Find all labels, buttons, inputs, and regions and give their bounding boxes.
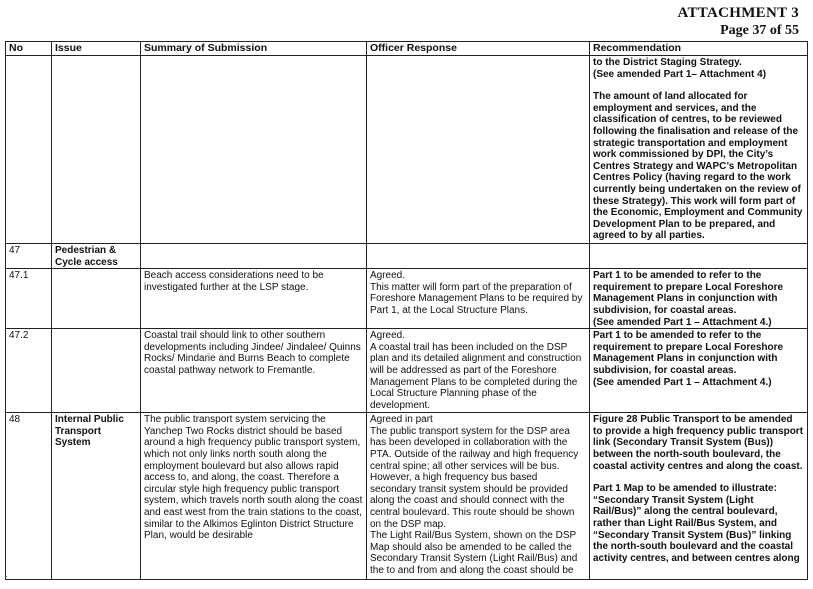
attachment-label: ATTACHMENT 3 [677, 5, 799, 21]
row-issue: Pedestrian & Cycle access [52, 244, 141, 269]
recommendation-ref: (See amended Part 1 – Attachment 4.) [593, 316, 772, 328]
row-officer [367, 269, 590, 329]
row-issue: Internal Public Transport System [52, 413, 141, 580]
table-row [6, 244, 808, 269]
spacer [593, 80, 804, 91]
col-header-recommendation: Recommendation [590, 42, 808, 56]
recommendation-text: The amount of land allocated for employment and services, and the classification of centres, to be reviewed following the finalisation and release of the strategic transportation and employment work commissioned by DPI, the City’s Centres Strategy and WAPC’s Metropolitan Centres Policy (having regard to the work currently being undertaken on the review of these Strategy). This work will form part of the Economic, Employment and Community Development Plan to be prepared, and agreed to by all parties. [593, 91, 803, 242]
officer-text: This matter will form part of the preparation of Foreshore Management Plans to be required by Part 1, at the Local Structure Plans. [370, 281, 583, 316]
row-no [6, 56, 52, 244]
row-recommendation [590, 56, 808, 244]
col-header-no: No [6, 42, 52, 56]
row-summary [141, 56, 367, 244]
row-summary [141, 413, 367, 580]
officer-text: Agreed in part [370, 414, 433, 426]
officer-text: Agreed. [370, 330, 406, 342]
recommendation-text: Part 1 to be amended to refer to the requirement to prepare Local Foreshore Management Plans in conjunction with subdivision, for coastal areas. [593, 330, 784, 376]
recommendation-ref: (See amended Part 1 – Attachment 4.) [593, 376, 772, 388]
row-recommendation [590, 329, 808, 413]
row-issue [52, 269, 141, 329]
officer-text: Agreed. [370, 270, 406, 282]
officer-text: The public transport system for the DSP area has been developed in collaboration with the PTA. Outside of the railway and high frequency central spine; all other services will be bus. However, a high frequency bus based secondary transit system should be provided along the coast and should connect with the central boulevard. This route should be shown on the DSP map. [370, 425, 579, 530]
row-summary [141, 329, 367, 413]
table-row [6, 269, 808, 329]
table-header-row [6, 42, 808, 56]
row-recommendation [590, 413, 808, 580]
col-header-officer: Officer Response [367, 42, 590, 56]
row-issue [52, 329, 141, 413]
summary-text: Coastal trail should link to other southern developments including Jindee/ Jindalee/ Quinns Rocks/ Mindarie and Burns Beach to complete coastal pathway network to Fremantle. [144, 330, 361, 376]
summary-text: The public transport system servicing the Yanchep Two Rocks district should be based around a high frequency public transport system, which not only links north south along the employment boulevard but also allows rapid access to, and along, the coast. Therefore a circular style high frequency public transport system, which travels north south along the coast and east west from the train stations to the coast, similar to the Alkimos Eglinton District Structure Plan, would be desirable [144, 414, 363, 542]
page-number: Page 37 of 55 [720, 23, 799, 38]
scan-mark [5, 576, 7, 577]
row-officer [367, 56, 590, 244]
table-row [6, 413, 808, 580]
row-no: 48 [6, 413, 52, 580]
submissions-table [5, 41, 808, 580]
row-no: 47.1 [6, 269, 52, 329]
row-no: 47 [6, 244, 52, 269]
row-issue [52, 56, 141, 244]
recommendation-ref: (See amended Part 1– Attachment 4) [593, 68, 767, 80]
summary-text: Beach access considerations need to be investigated further at the LSP stage. [144, 270, 324, 293]
recommendation-text: Part 1 Map to be amended to illustrate: “Secondary Transit System (Light Rail/Bus)” along the central boulevard, rather than Light Rail/Bus System, and “Secondary Transit System (Bus)” linking the north-south boulevard and the coastal activity centres, and between centres along [593, 483, 800, 564]
recommendation-text: Part 1 to be amended to refer to the requirement to prepare Local Foreshore Management Plans in conjunction with subdivision, for coastal areas. [593, 270, 784, 316]
recommendation-text: to the District Staging Strategy. [593, 57, 742, 68]
row-summary [141, 244, 367, 269]
recommendation-text: Figure 28 Public Transport to be amended to provide a high frequency public transport link (Secondary Transit System (Bus)) between the north-south boulevard, the coastal activity centres and along the coast. [593, 414, 804, 472]
row-officer [367, 329, 590, 413]
row-recommendation [590, 244, 808, 269]
table-row [6, 56, 808, 244]
spacer [593, 472, 804, 483]
attachment-header [677, 5, 799, 39]
table-row [6, 329, 808, 413]
officer-text: A coastal trail has been included on the DSP plan and its detailed alignment and construction will be addressed as part of the Foreshore Management Plans to be completed during the Local Structure Planning phase of the development. [370, 341, 582, 411]
col-header-summary: Summary of Submission [141, 42, 367, 56]
row-recommendation [590, 269, 808, 329]
row-summary [141, 269, 367, 329]
row-officer [367, 413, 590, 580]
col-header-issue: Issue [52, 42, 141, 56]
row-no: 47.2 [6, 329, 52, 413]
row-officer [367, 244, 590, 269]
officer-text: The Light Rail/Bus System, shown on the DSP Map should also be amended to be called the Secondary Transit System (Light Rail/Bus) and the to and from and along the coast should be [370, 530, 578, 576]
